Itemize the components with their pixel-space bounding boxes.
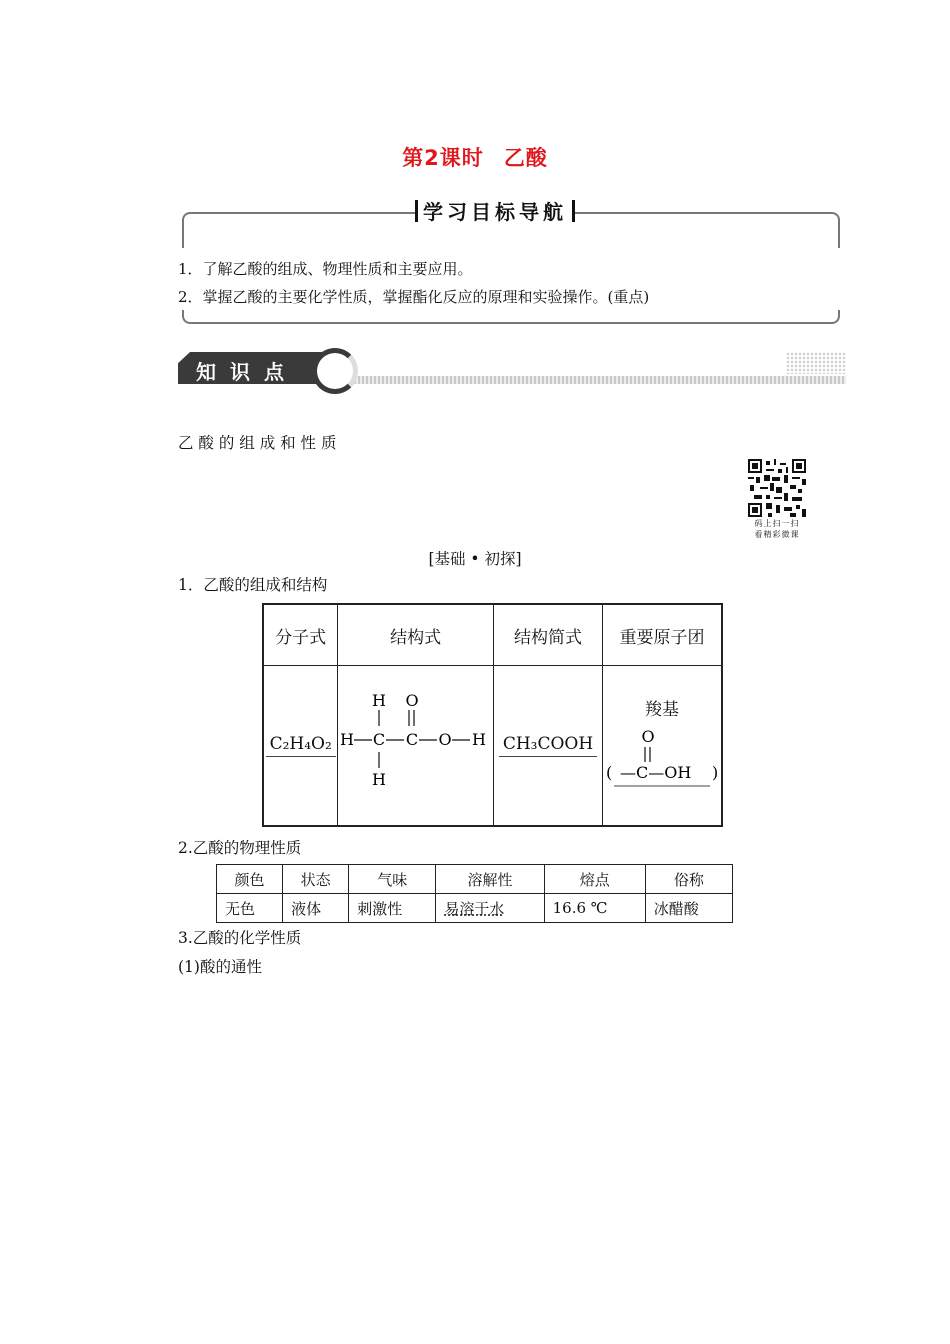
composition-heading: 1．乙酸的组成和结构 bbox=[178, 576, 328, 594]
qr-caption-line2: 看精彩微课 bbox=[754, 530, 800, 539]
phys-header-color: 颜色 bbox=[217, 865, 283, 894]
phys-header-alias: 俗称 bbox=[645, 865, 732, 894]
svg-text:H: H bbox=[340, 730, 354, 749]
svg-text:—C—OH: —C—OH bbox=[620, 762, 692, 782]
chemical-heading: 3.乙酸的化学性质 bbox=[178, 929, 302, 947]
phys-header-odor: 气味 bbox=[349, 865, 436, 894]
qr-code-icon bbox=[748, 459, 806, 517]
lesson-title bbox=[0, 142, 950, 172]
header-structural: 结构式 bbox=[338, 604, 494, 666]
header-molecular: 分子式 bbox=[263, 604, 338, 666]
objective-2: 2．掌握乙酸的主要化学性质，掌握酯化反应的原理和实验操作。(重点) bbox=[178, 288, 650, 306]
physical-heading: 2.乙酸的物理性质 bbox=[178, 839, 302, 857]
svg-text:O: O bbox=[405, 691, 419, 710]
svg-text:(: ( bbox=[606, 762, 613, 782]
molecular-formula: C₂H₄O₂ bbox=[266, 734, 336, 757]
phys-header-state: 状态 bbox=[283, 865, 349, 894]
phys-value-melting: 16.6 ℃ bbox=[544, 894, 645, 923]
carboxyl-diagram bbox=[604, 726, 720, 792]
knowledge-banner-label: 知识点 bbox=[196, 360, 298, 384]
group-cell bbox=[603, 666, 723, 827]
qr-caption bbox=[744, 518, 810, 540]
phys-value-alias: 冰醋酸 bbox=[645, 894, 732, 923]
svg-text:O: O bbox=[641, 726, 655, 746]
group-name: 羧基 bbox=[645, 699, 679, 720]
header-group: 重要原子团 bbox=[603, 604, 723, 666]
svg-text:C: C bbox=[372, 730, 385, 749]
svg-text:C: C bbox=[405, 730, 418, 749]
lesson-topic: 乙酸 bbox=[503, 146, 548, 170]
molecular-formula-cell bbox=[263, 666, 338, 827]
objective-1: 1．了解乙酸的组成、物理性质和主要应用。 bbox=[178, 260, 473, 278]
svg-text:H: H bbox=[471, 730, 486, 749]
phys-header-melting: 熔点 bbox=[544, 865, 645, 894]
simplified-formula: CH₃COOH bbox=[499, 734, 597, 757]
basics-label: [基础 • 初探] bbox=[428, 550, 522, 568]
structural-formula-diagram bbox=[341, 688, 491, 798]
svg-text:H: H bbox=[371, 770, 386, 789]
phys-value-state: 液体 bbox=[283, 894, 349, 923]
chemical-sub: (1)酸的通性 bbox=[178, 958, 262, 976]
phys-value-odor: 刺激性 bbox=[349, 894, 436, 923]
phys-value-color: 无色 bbox=[217, 894, 283, 923]
simplified-formula-cell bbox=[493, 666, 602, 827]
qr-caption-line1: 码上扫一扫 bbox=[754, 519, 800, 528]
composition-table bbox=[262, 603, 723, 827]
structural-formula-cell bbox=[338, 666, 494, 827]
phys-header-solubility: 溶解性 bbox=[436, 865, 544, 894]
svg-text:): ) bbox=[712, 762, 719, 782]
physical-table bbox=[216, 864, 733, 923]
svg-text:O: O bbox=[438, 730, 452, 749]
section-title: 乙 酸 的 组 成 和 性 质 bbox=[178, 434, 337, 452]
phys-value-solubility: 易溶于水 bbox=[436, 894, 544, 923]
objectives-heading: 学习目标导航 bbox=[415, 196, 575, 225]
knowledge-banner bbox=[178, 348, 846, 388]
banner-circle-icon bbox=[312, 348, 358, 394]
lesson-number: 第2课时 bbox=[402, 146, 484, 170]
header-simplified: 结构简式 bbox=[493, 604, 602, 666]
svg-text:H: H bbox=[371, 691, 386, 710]
